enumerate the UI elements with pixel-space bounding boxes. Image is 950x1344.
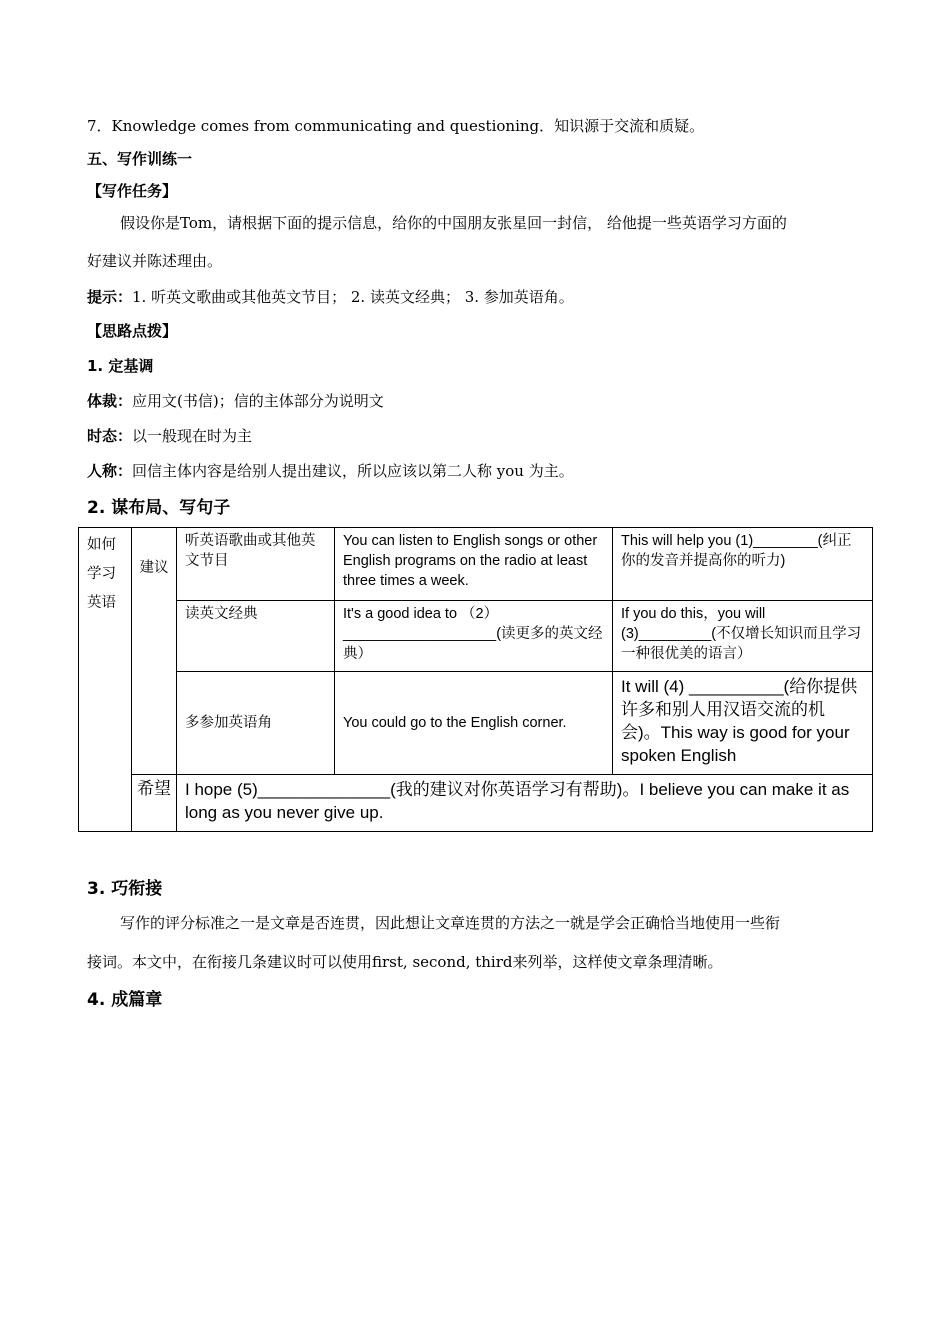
- method-cell: 读英文经典: [177, 601, 335, 672]
- suggestion-cell: You can listen to English songs or other English programs on the radio at least three times a week.: [335, 528, 613, 601]
- link-line-1: 写作的评分标准之一是文章是否连贯，因此想让文章连贯的方法之一就是学会正确恰当地使用一些衔: [120, 914, 781, 932]
- reason-cell: It will (4) __________(给你提供许多和别人用汉语交流的机会)。This way is good for your spoken English: [613, 672, 873, 775]
- hint-label: 提示：: [87, 288, 133, 306]
- tense-text: 以一般现在时为主: [132, 427, 253, 445]
- method-cell: 听英语歌曲或其他英文节目: [177, 528, 335, 601]
- tense-label: 时态：: [87, 427, 133, 445]
- hope-text: I hope (5)______________(我的建议对你英语学习有帮助)。I believe you can make it as long as you never give up.: [177, 775, 873, 832]
- task-line-1: 假设你是Tom，请根据下面的提示信息，给你的中国朋友张星回一封信， 给他提一些英语学习方面的: [120, 214, 787, 232]
- hope-label: 希望: [132, 775, 177, 832]
- genre-label: 体裁：: [87, 392, 133, 410]
- table-row: [79, 775, 873, 832]
- tense-line: [87, 425, 252, 446]
- item-7: 7．Knowledge comes from communicating and questioning．知识源于交流和质疑。: [87, 117, 705, 135]
- genre-text: 应用文(书信)；信的主体部分为说明文: [132, 392, 384, 410]
- writing-plan-table: [78, 527, 873, 832]
- step-1-title: 1. 定基调: [87, 357, 154, 375]
- method-cell: 多参加英语角: [177, 672, 335, 775]
- table-row: [79, 528, 873, 601]
- section-5-title: 五、写作训练一: [87, 150, 193, 168]
- person-text: 回信主体内容是给别人提出建议，所以应该以第二人称 you 为主。: [132, 462, 574, 480]
- idea-heading: 【思路点拨】: [87, 322, 178, 340]
- genre-line: [87, 390, 384, 411]
- step-4-title: 4. 成篇章: [87, 990, 163, 1010]
- table-row: [79, 601, 873, 672]
- advice-label: 建议: [132, 528, 177, 775]
- task-heading: 【写作任务】: [87, 182, 178, 200]
- hint-text: 1. 听英文歌曲或其他英文节目； 2. 读英文经典； 3. 参加英语角。: [132, 288, 574, 306]
- link-line-2: 接词。本文中，在衔接几条建议时可以使用first, second, third来列举，这样使文章条理清晰。: [87, 953, 723, 971]
- table-row: [79, 672, 873, 775]
- suggestion-cell: You could go to the English corner.: [335, 672, 613, 775]
- step-2-title: 2. 谋布局、写句子: [87, 498, 231, 518]
- reason-cell: If you do this，you will (3)_________(不仅增长知识而且学习一种很优美的语言）: [613, 601, 873, 672]
- task-line-2: 好建议并陈述理由。: [87, 252, 223, 270]
- topic-cell: 如何学习英语: [79, 528, 132, 832]
- person-line: [87, 460, 574, 481]
- reason-cell: This will help you (1)________(纠正你的发音并提高你的听力): [613, 528, 873, 601]
- hint-line: [87, 286, 574, 307]
- step-3-title: 3. 巧衔接: [87, 879, 163, 899]
- person-label: 人称：: [87, 462, 133, 480]
- suggestion-cell: It's a good idea to （2）___________________(读更多的英文经典）: [335, 601, 613, 672]
